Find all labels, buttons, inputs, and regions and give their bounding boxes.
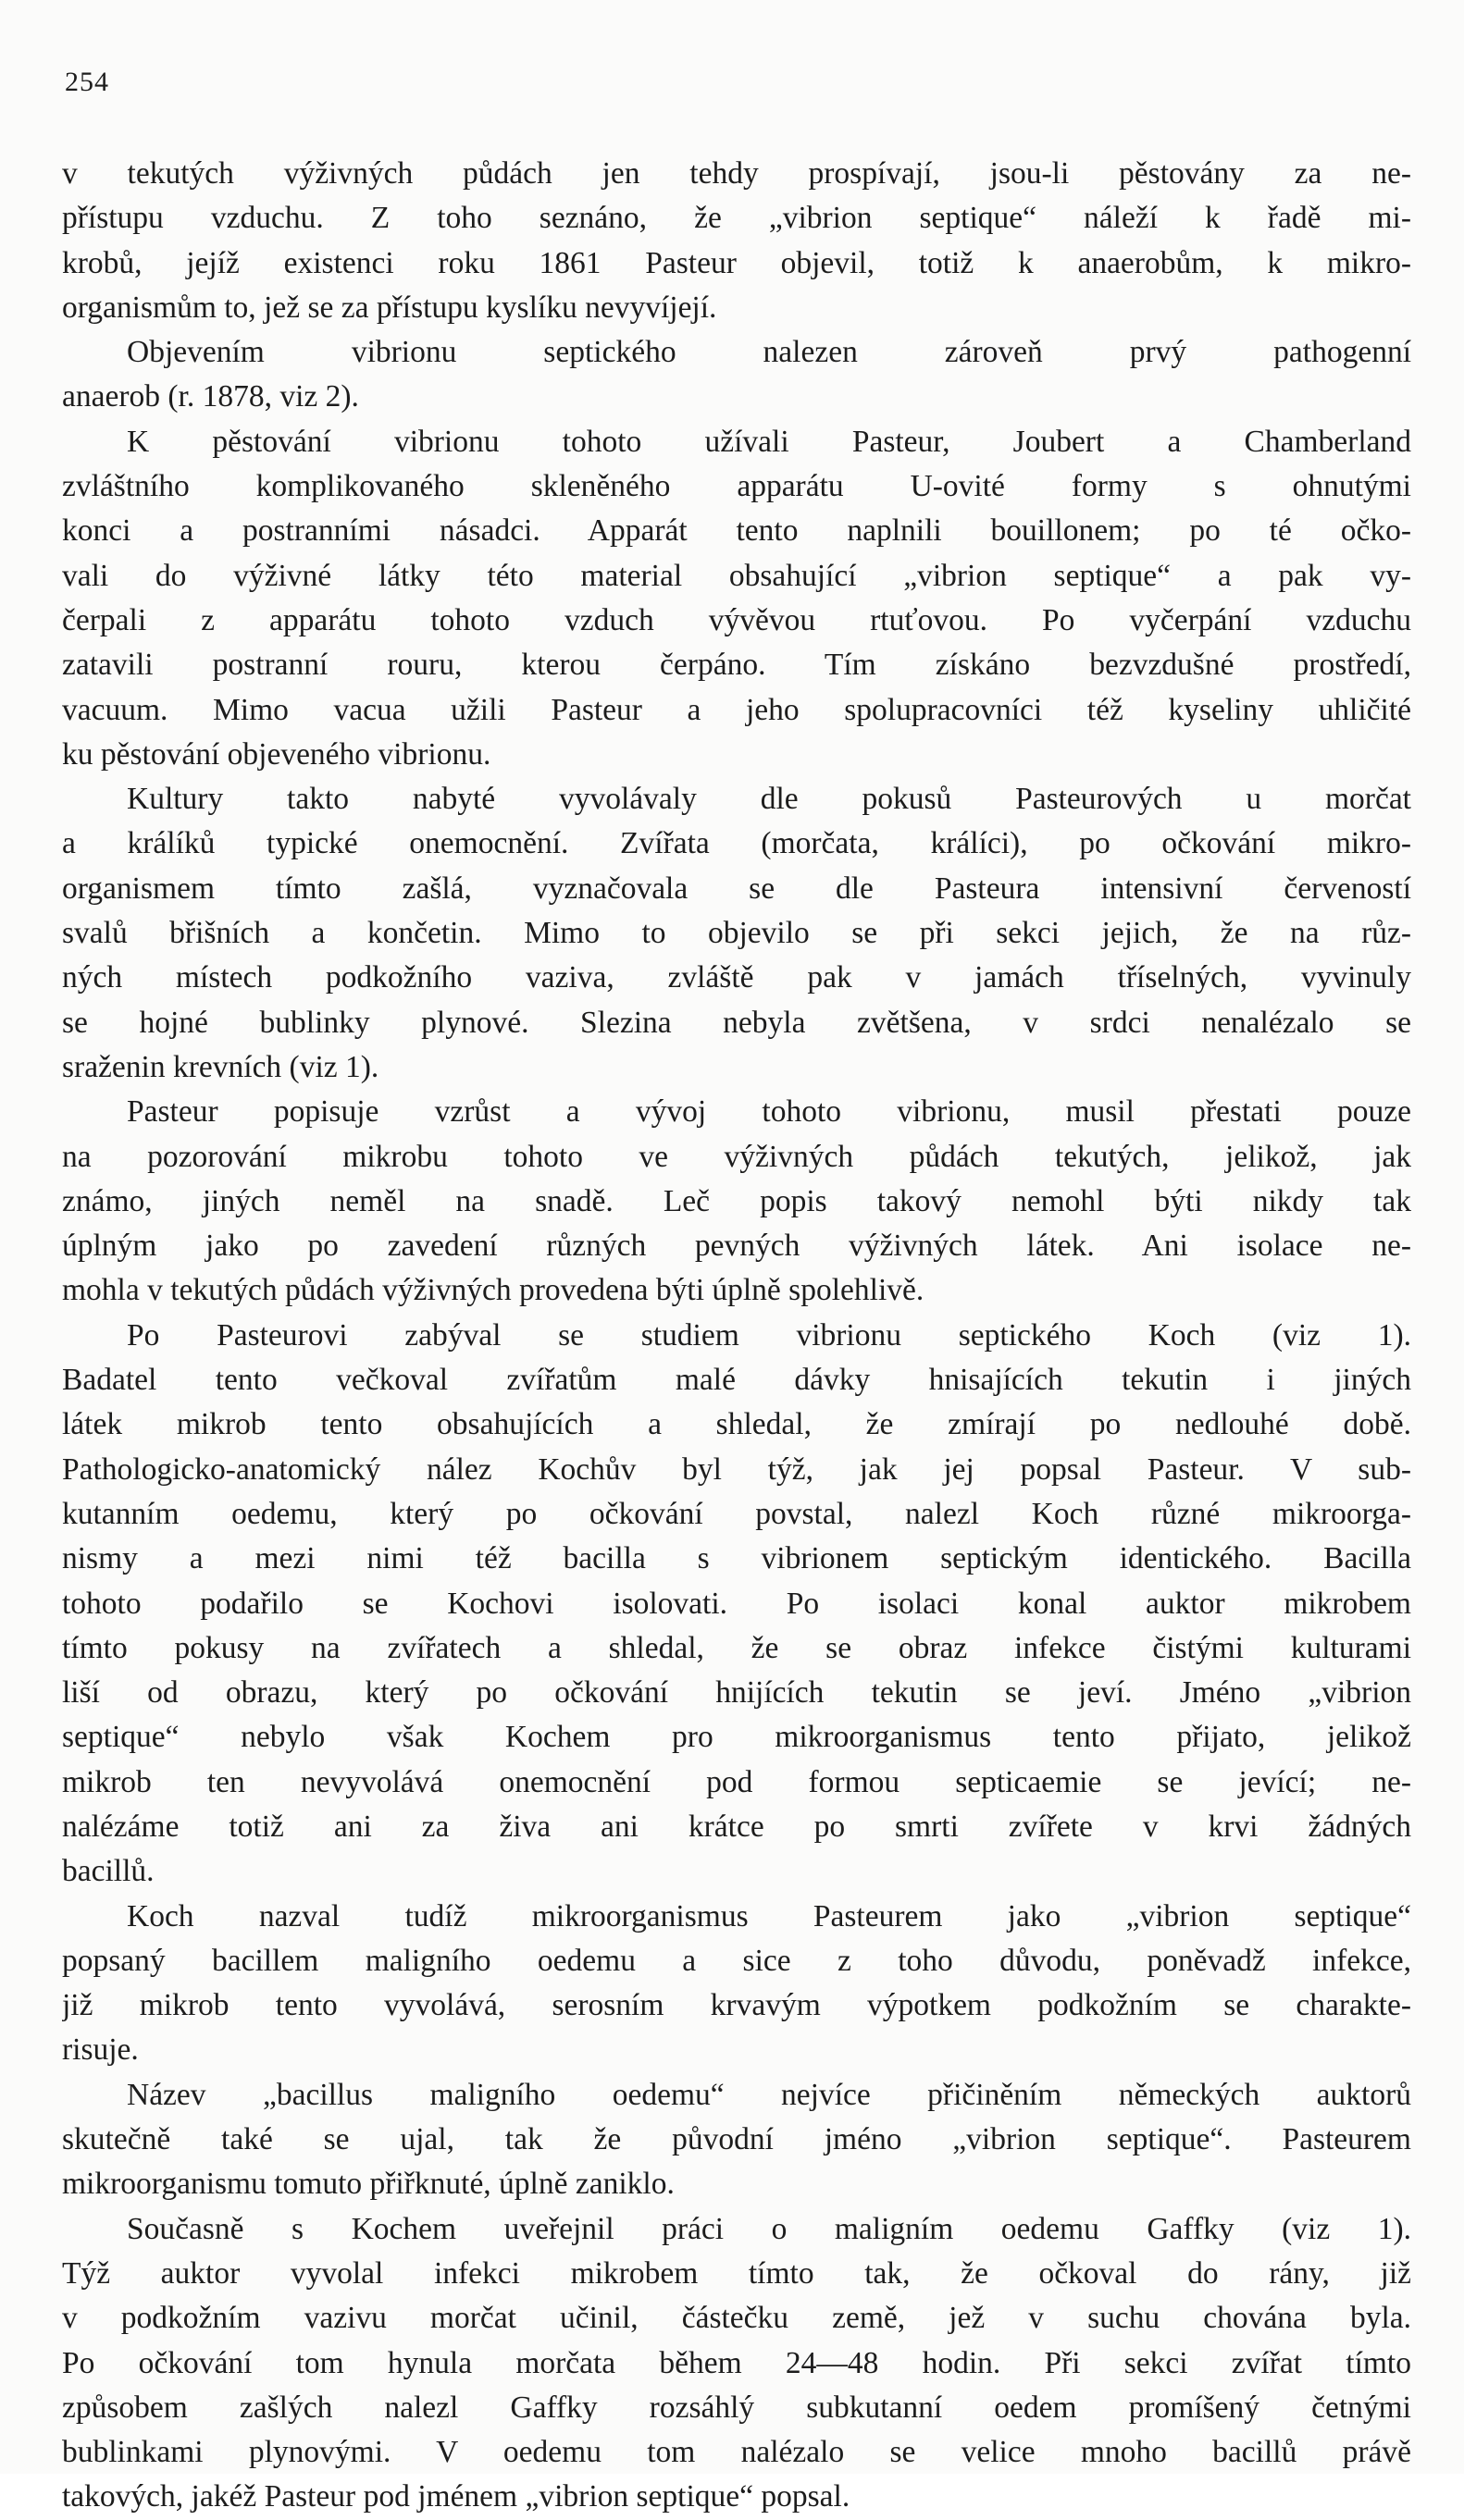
text-line: krobů, jejíž existenci roku 1861 Pasteur objevil, totiž k anaerobům, k mikro- [62, 245, 1411, 280]
text-line: bublinkami plynovými. V oedemu tom nalézalo se velice mnoho bacillů právě [62, 2435, 1411, 2470]
text-line: zatavili postranní rouru, kterou čerpáno. Tím získáno bezvzdušné prostředí, [62, 648, 1411, 683]
text-line: přístupu vzduchu. Z toho seznáno, že „vibrion septique“ náleží k řadě mi- [62, 201, 1411, 236]
text-line: známo, jiných neměl na snadě. Leč popis takový nemohl býti nikdy tak [62, 1183, 1411, 1218]
text-line: Po Pasteurovi zabýval se studiem vibrionu septického Koch (viz 1). [127, 1317, 1411, 1353]
text-line: K pěstování vibrionu tohoto užívali Pasteur, Joubert a Chamberland [127, 424, 1411, 459]
text-line: Týž auktor vyvolal infekci mikrobem tímto tak, že očkoval do rány, již [62, 2255, 1411, 2291]
text-line: v podkožním vazivu morčat učinil, částečku země, jež v suchu chována byla. [62, 2301, 1411, 2336]
text-line: zvláštního komplikovaného skleněného apparátu U-ovité formy s ohnutými [62, 469, 1411, 504]
text-line: Po očkování tom hynula morčata během 24—48 hodin. Při sekci zvířat tímto [62, 2345, 1411, 2380]
text-line: risuje. [62, 2032, 139, 2068]
text-line: nalézáme totiž ani za živa ani krátce po smrti zvířete v krvi žádných [62, 1809, 1411, 1844]
page-number: 254 [65, 67, 109, 97]
text-line: anaerob (r. 1878, viz 2). [62, 379, 359, 414]
text-line: svalů břišních a končetin. Mimo to objevilo se při sekci jejich, že na růz- [62, 916, 1411, 951]
text-line: na pozorování mikrobu tohoto ve výživných půdách tekutých, jelikož, jak [62, 1139, 1411, 1174]
text-line: ných místech podkožního vaziva, zvláště pak v jamách tříselných, vyvinuly [62, 960, 1411, 995]
text-line: Kultury takto nabyté vyvolávaly dle pokusů Pasteurových u morčat [127, 782, 1411, 817]
text-line: organismem tímto zašlá, vyznačovala se dle Pasteura intensivní červeností [62, 871, 1411, 906]
text-line: mikrob ten nevyvolává onemocnění pod formou septicaemie se jevící; ne- [62, 1764, 1411, 1799]
text-line: Současně s Kochem uveřejnil práci o maligním oedemu Gaffky (viz 1). [127, 2211, 1411, 2246]
text-line: Název „bacillus maligního oedemu“ nejvíce přičiněním německých auktorů [127, 2077, 1411, 2112]
text-line: bacillů. [62, 1854, 155, 1889]
text-line: čerpali z apparátu tohoto vzduch vývěvou rtuťovou. Po vyčerpání vzduchu [62, 602, 1411, 637]
text-line: se hojné bublinky plynové. Slezina nebyla zvětšena, v srdci nenalézalo se [62, 1005, 1411, 1040]
text-line: úplným jako po zavedení různých pevných výživných látek. Ani isolace ne- [62, 1229, 1411, 1264]
text-line: Badatel tento večkoval zvířatům malé dávky hnisajících tekutin i jiných [62, 1363, 1411, 1398]
text-line: ku pěstování objeveného vibrionu. [62, 736, 491, 772]
text-line: nismy a mezi nimi též bacilla s vibrionem septickým identického. Bacilla [62, 1541, 1411, 1576]
text-line: konci a postranními násadci. Apparát tento naplnili bouillonem; po té očko- [62, 513, 1411, 549]
text-line: tohoto podařilo se Kochovi isolovati. Po isolaci konal auktor mikrobem [62, 1586, 1411, 1621]
text-line: organismům to, jež se za přístupu kyslíku nevyvíjejí. [62, 290, 717, 325]
text-line: kutanním oedemu, který po očkování povstal, nalezl Koch různé mikroorga- [62, 1496, 1411, 1531]
text-line: vali do výživné látky této material obsahující „vibrion septique“ a pak vy- [62, 558, 1411, 593]
text-line: sraženin krevních (viz 1). [62, 1049, 379, 1084]
text-line: již mikrob tento vyvolává, serosním krvavým výpotkem podkožním se charakte- [62, 1988, 1411, 2023]
text-line: Pathologicko-anatomický nález Kochův byl týž, jak jej popsal Pasteur. V sub- [62, 1451, 1411, 1487]
text-line: Objevením vibrionu septického nalezen zároveň prvý pathogenní [127, 335, 1411, 370]
text-line: v tekutých výživných půdách jen tehdy prospívají, jsou-li pěstovány za ne- [62, 156, 1411, 191]
text-line: septique“ nebylo však Kochem pro mikroorganismus tento přijato, jelikož [62, 1720, 1411, 1755]
body-text [62, 152, 1411, 2520]
text-line: takových, jakéž Pasteur pod jménem „vibrion septique“ popsal. [62, 2479, 850, 2514]
text-line: liší od obrazu, který po očkování hnijících tekutin se jeví. Jméno „vibrion [62, 1675, 1411, 1711]
text-line: skutečně také se ujal, tak že původní jméno „vibrion septique“. Pasteurem [62, 2122, 1411, 2157]
text-line: vacuum. Mimo vacua užili Pasteur a jeho spolupracovníci též kyseliny uhličité [62, 692, 1411, 727]
text-line: tímto pokusy na zvířatech a shledal, že se obraz infekce čistými kulturami [62, 1630, 1411, 1665]
text-line: látek mikrob tento obsahujících a shledal, že zmírají po nedlouhé době. [62, 1407, 1411, 1442]
text-line: a králíků typické onemocnění. Zvířata (morčata, králíci), po očkování mikro- [62, 826, 1411, 861]
text-line: mohla v tekutých půdách výživných provedena býti úplně spolehlivě. [62, 1273, 924, 1308]
text-line: Koch nazval tudíž mikroorganismus Pasteurem jako „vibrion septique“ [127, 1898, 1411, 1933]
text-line: způsobem zašlých nalezl Gaffky rozsáhlý subkutanní oedem promíšený četnými [62, 2390, 1411, 2425]
text-line: popsaný bacillem maligního oedemu a sice z toho důvodu, poněvadž infekce, [62, 1943, 1411, 1978]
text-line: mikroorganismu tomuto přiřknuté, úplně zaniklo. [62, 2167, 675, 2202]
text-line: Pasteur popisuje vzrůst a vývoj tohoto vibrionu, musil přestati pouze [127, 1094, 1411, 1130]
